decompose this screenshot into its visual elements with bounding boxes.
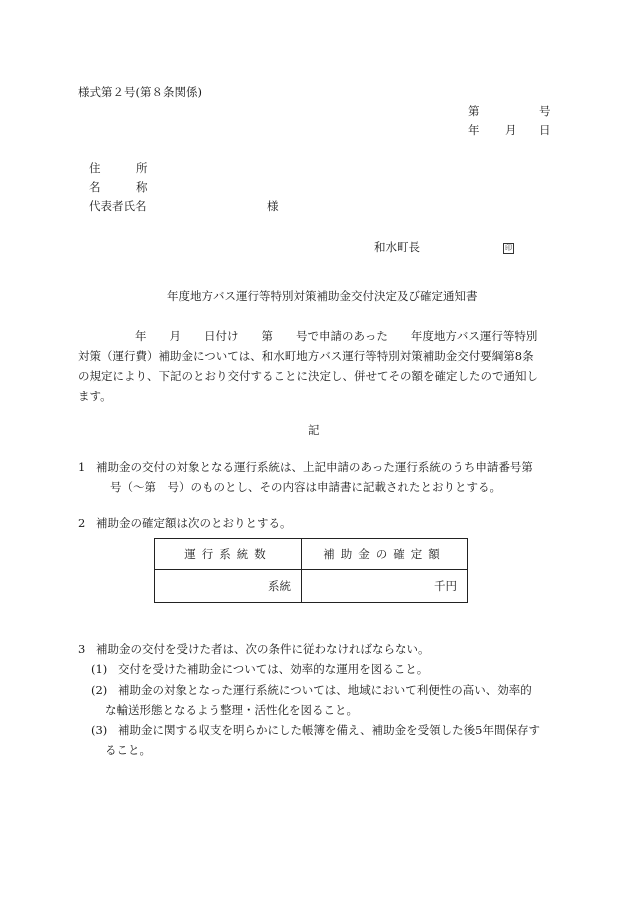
item2-number: 2 [78,516,86,530]
condition-3-number: (3) [91,723,108,737]
cell-amount-unit: 千円 [302,570,468,603]
form-number: 様式第２号(第８条関係) [78,85,202,99]
body-line-4: ます。 [78,389,112,403]
date-day: 日 [539,123,551,137]
condition-2-line1: 補助金の対象となった運行系統については、地域において利便性の高い、効率的 [118,683,532,697]
condition-3-line2: ること。 [105,743,151,757]
item1-line1: 補助金の交付の対象となる運行系統は、上記申請のあった運行系統のうち申請番号第 [96,460,533,474]
amount-table-header-row [155,539,468,570]
amount-table-value-row [155,570,468,603]
condition-1-line1: 交付を受けた補助金については、効率的な運用を図ること。 [118,662,429,676]
issuer-title: 和水町長 [374,240,420,254]
date-month: 月 [505,123,517,137]
representative-label: 代表者氏名 [89,199,147,213]
doc-number-suffix: 号 [539,104,551,118]
document-title: 年度地方バス運行等特別対策補助金交付決定及び確定通知書 [167,289,478,303]
name-label-2: 称 [136,180,148,194]
item1-number: 1 [78,460,86,474]
name-label-1: 名 [89,180,101,194]
honorific: 様 [267,199,279,213]
item1-line2: 号（～第 号）のものとし、その内容は申請書に記載されたとおりとする。 [110,480,501,494]
header-subsidy-amount: 補助金の確定額 [302,539,468,570]
body-line-2: 対策（運行費）補助金については、和水町地方バス運行等特別対策補助金交付要綱第8条 [78,349,534,363]
item3-text: 補助金の交付を受けた者は、次の条件に従わなければならない。 [96,642,430,656]
cell-route-unit: 系統 [155,570,302,603]
date-year: 年 [468,123,480,137]
body-paragraph [78,326,556,406]
condition-2-line2: な輸送形態となるよう整理・活性化を図ること。 [105,703,358,717]
body-line-1: 年 月 日付け 第 号で申請のあった 年度地方バス運行等特別 [135,329,538,343]
address-label-1: 住 [89,161,101,175]
ki-heading: 記 [308,423,320,437]
item3-number: 3 [78,642,86,656]
condition-3-line1: 補助金に関する収支を明らかにした帳簿を備え、補助金を受領した後5年間保存す [118,723,541,737]
condition-1-number: (1) [91,662,108,676]
issuer-seal [503,240,514,254]
address-label-2: 所 [136,161,148,175]
amount-table [154,538,468,603]
item2-text: 補助金の確定額は次のとおりとする。 [96,516,292,530]
body-line-3: の規定により、下記のとおり交付することに決定し、併せてその額を確定したので通知し [78,369,538,383]
header-route-count: 運行系統数 [155,539,302,570]
condition-2-number: (2) [91,683,108,697]
seal-icon: 印 [505,243,512,252]
doc-number-prefix: 第 [468,104,480,118]
